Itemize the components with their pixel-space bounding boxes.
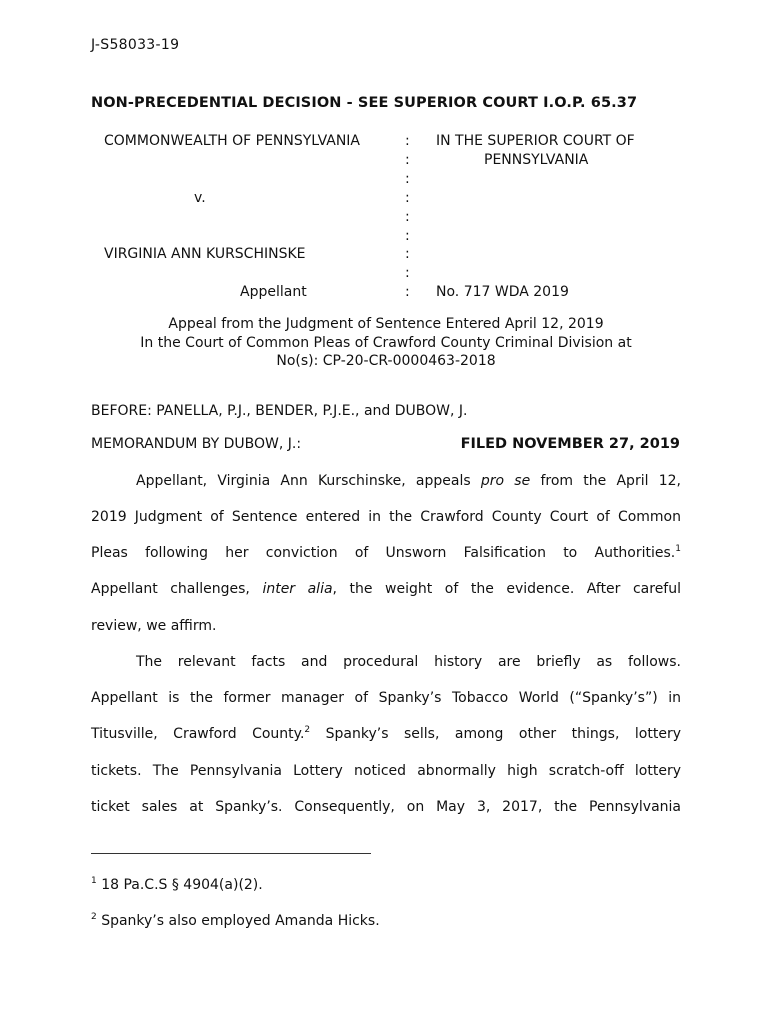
- body-line: ticket sales at Spanky’s. Consequently, on May 3, 2017, the Pennsylvania: [91, 799, 681, 815]
- body-line: tickets. The Pennsylvania Lottery noticed abnormally high scratch-off lottery: [91, 763, 681, 779]
- caption-colon: :: [405, 190, 410, 206]
- appeal-line-3: No(s): CP-20-CR-0000463-2018: [276, 353, 496, 369]
- caption-docket-number: No. 717 WDA 2019: [436, 284, 569, 300]
- before-panel: BEFORE: PANELLA, P.J., BENDER, P.J.E., and DUBOW, J.: [91, 403, 468, 419]
- caption-versus: v.: [194, 190, 206, 206]
- footnote-ref-2[interactable]: 2: [304, 725, 311, 735]
- body-line: Appellant, Virginia Ann Kurschinske, appeals pro se from the April 12,: [136, 473, 681, 489]
- filed-date: FILED NOVEMBER 27, 2019: [460, 436, 680, 452]
- body-line: Titusville, Crawford County.$^2$ Spanky’s sells, among other things, lottery: [91, 725, 681, 742]
- docket-id: J-S58033-19: [91, 37, 180, 53]
- caption-colon: :: [405, 284, 410, 300]
- footnote-1: $^1$ 18 Pa.C.S § 4904(a)(2).: [91, 876, 263, 893]
- body-line: review, we affirm.: [91, 618, 217, 634]
- memorandum-author: MEMORANDUM BY DUBOW, J.:: [91, 436, 302, 452]
- footnote-divider: [91, 853, 371, 854]
- caption-colon: :: [405, 228, 410, 244]
- body-line: Pleas following her conviction of Unsworn Falsification to Authorities.$^1$: [91, 544, 681, 561]
- body-line: Appellant challenges, inter alia, the weight of the evidence. After careful: [91, 581, 682, 597]
- body-line: Appellant is the former manager of Spanky’s Tobacco World (“Spanky’s”) in: [91, 690, 681, 706]
- caption-left-party: COMMONWEALTH OF PENNSYLVANIA: [104, 133, 361, 149]
- caption-colon: :: [405, 246, 410, 262]
- appeal-line-2: In the Court of Common Pleas of Crawford County Criminal Division at: [140, 335, 632, 351]
- caption-role: Appellant: [240, 284, 307, 300]
- caption-right-party: VIRGINIA ANN KURSCHINSKE: [104, 246, 306, 262]
- non-precedential-notice: NON-PRECEDENTIAL DECISION - SEE SUPERIOR COURT I.O.P. 65.37: [91, 95, 638, 111]
- caption-court-line2: PENNSYLVANIA: [484, 152, 589, 168]
- body-line: 2019 Judgment of Sentence entered in the Crawford County Court of Common: [91, 509, 681, 525]
- body-line: The relevant facts and procedural history are briefly as follows.: [136, 654, 681, 670]
- caption-court-line1: IN THE SUPERIOR COURT OF: [436, 133, 635, 149]
- caption-colon: :: [405, 152, 410, 168]
- caption-colon: :: [405, 133, 410, 149]
- caption-colon: :: [405, 171, 410, 187]
- caption-colon: :: [405, 209, 410, 225]
- appeal-line-1: Appeal from the Judgment of Sentence Entered April 12, 2019: [168, 316, 604, 332]
- footnote-2: $^2$ Spanky’s also employed Amanda Hicks.: [91, 912, 380, 929]
- footnote-ref-1[interactable]: 1: [675, 544, 681, 554]
- caption-colon: :: [405, 265, 410, 281]
